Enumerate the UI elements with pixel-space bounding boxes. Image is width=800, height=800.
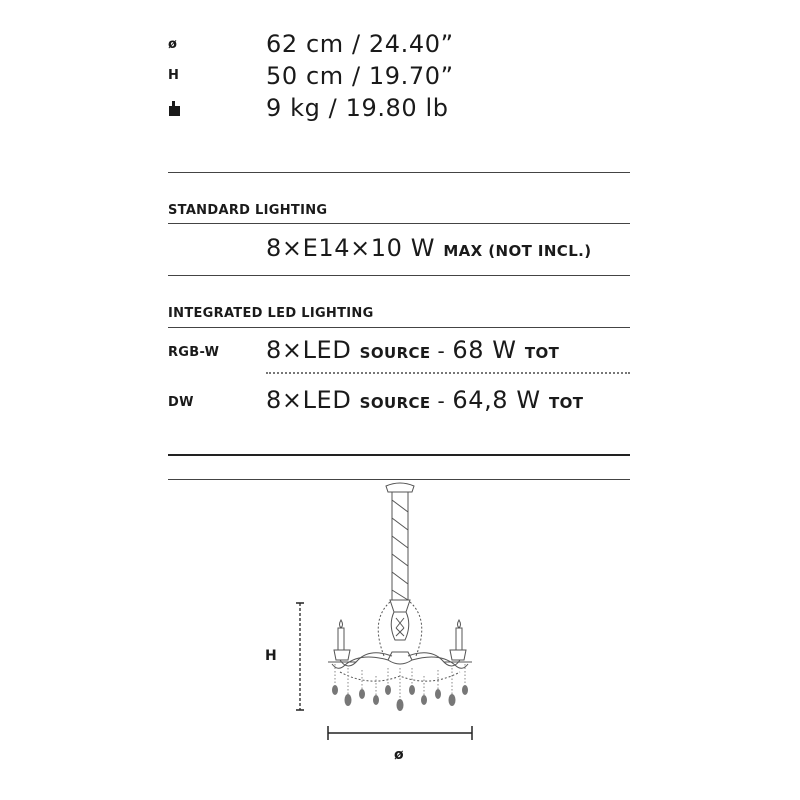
standard-lighting-title: STANDARD LIGHTING xyxy=(168,203,328,218)
led-row-tot: TOT xyxy=(548,394,584,412)
led-row-main: 8×LED xyxy=(266,336,352,364)
weight-value: 9 kg / 19.80 lb xyxy=(266,94,449,122)
led-row-watt: 64,8 W xyxy=(452,386,541,414)
chain xyxy=(392,492,408,600)
led-row-main: 8×LED xyxy=(266,386,352,414)
stem-collar xyxy=(390,600,410,612)
height-dimension xyxy=(296,603,304,710)
led-row-mid: SOURCE xyxy=(359,344,431,362)
drawing-height-label: H xyxy=(265,648,278,664)
candle-flame xyxy=(340,620,343,628)
led-row-tot: TOT xyxy=(524,344,560,362)
standard-lighting-main: 8×E14×10 W xyxy=(266,234,436,262)
candle-cup xyxy=(450,650,466,660)
stem-body xyxy=(391,612,409,640)
candle xyxy=(338,628,344,650)
led-row-watt: 68 W xyxy=(452,336,517,364)
led-row-label: RGB-W xyxy=(168,345,220,360)
diameter-dimension xyxy=(328,726,472,740)
diameter-symbol: ø xyxy=(168,37,178,52)
drawing-diameter-label: ø xyxy=(394,747,404,763)
led-row-sep: - xyxy=(430,389,453,413)
standard-lighting-suffix: MAX (NOT INCL.) xyxy=(443,242,592,260)
canopy xyxy=(386,483,414,492)
candle xyxy=(456,628,462,650)
height-value: 50 cm / 19.70” xyxy=(266,62,454,90)
diameter-value: 62 cm / 24.40” xyxy=(266,30,454,58)
led-row-mid: SOURCE xyxy=(359,394,431,412)
center-bowl xyxy=(388,652,412,664)
led-row-sep: - xyxy=(430,339,453,363)
candle-flame xyxy=(458,620,461,628)
led-row-label: DW xyxy=(168,395,194,410)
height-symbol: H xyxy=(168,68,180,83)
drop-chains xyxy=(335,664,465,699)
integrated-led-title: INTEGRATED LED LIGHTING xyxy=(168,306,374,321)
candle-cup xyxy=(334,650,350,660)
crystal-drops xyxy=(332,685,468,711)
